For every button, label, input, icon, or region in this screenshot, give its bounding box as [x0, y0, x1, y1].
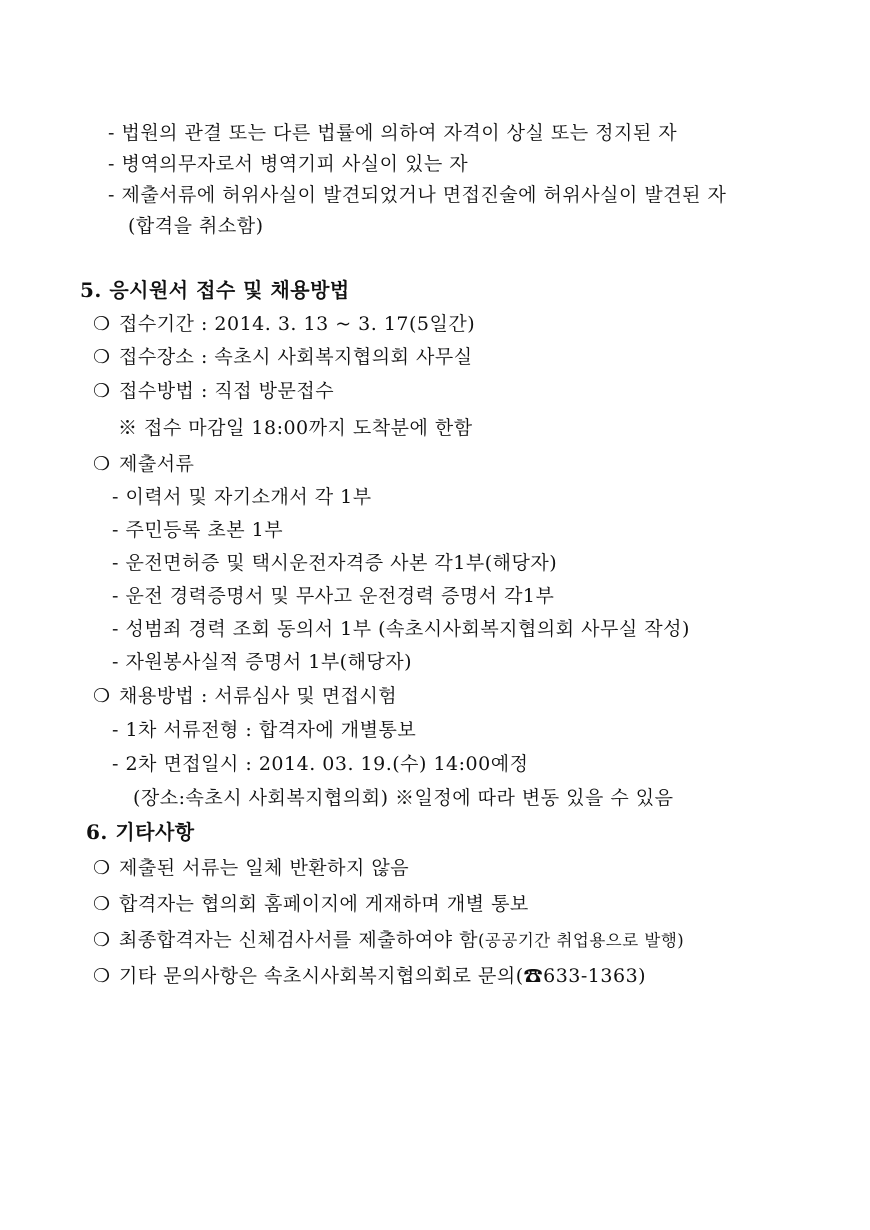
circle-bullet-icon: ❍	[93, 965, 111, 987]
circle-bullet-icon: ❍	[93, 893, 111, 915]
hire-step: - 2차 면접일시 : 2014. 03. 19.(수) 14:00예정	[112, 753, 529, 775]
doc-item: - 성범죄 경력 조회 동의서 1부 (속초시사회복지협의회 사무실 작성)	[112, 618, 690, 640]
hire-method-text: 채용방법 : 서류심사 및 면접시험	[119, 685, 398, 707]
contact-text: 기타 문의사항은 속초시사회복지협의회로 문의(☎633-1363)	[119, 965, 647, 987]
doc-item: - 운전면허증 및 택시운전자격증 사본 각1부(해당자)	[112, 552, 558, 574]
circle-bullet-icon: ❍	[93, 346, 111, 368]
docs-title: 제출서류	[119, 453, 195, 475]
disqualification-item: - 병역의무자로서 병역기피 사실이 있는 자	[108, 153, 469, 175]
section-6-heading: 6. 기타사항	[86, 820, 195, 844]
circle-bullet-icon: ❍	[93, 685, 111, 707]
doc-item: - 이력서 및 자기소개서 각 1부	[112, 486, 372, 508]
method-text: 접수방법 : 직접 방문접수	[119, 380, 335, 402]
list-item	[93, 961, 646, 991]
doc-item: - 운전 경력증명서 및 무사고 운전경력 증명서 각1부	[112, 585, 555, 607]
doc-item: - 주민등록 초본 1부	[112, 519, 284, 541]
etc-item-paren: (공공기간 취업용으로 발행)	[478, 931, 685, 950]
period-text: 접수기간 : 2014. 3. 13 ~ 3. 17(5일간)	[119, 313, 476, 335]
etc-item-text: 합격자는 협의회 홈페이지에 게재하며 개별 통보	[119, 893, 529, 915]
list-item	[93, 853, 409, 883]
circle-bullet-icon: ❍	[93, 929, 111, 951]
method-note: ※ 접수 마감일 18:00까지 도착분에 한함	[118, 417, 473, 439]
list-item	[93, 449, 194, 479]
circle-bullet-icon: ❍	[93, 380, 111, 402]
list-item	[93, 309, 475, 339]
hire-note: (장소:속초시 사회복지협의회) ※일정에 따라 변동 있을 수 있음	[133, 787, 674, 809]
list-item	[93, 681, 397, 711]
disqualification-item: - 제출서류에 허위사실이 발견되었거나 면접진술에 허위사실이 발견된 자	[108, 184, 727, 206]
circle-bullet-icon: ❍	[93, 313, 111, 335]
etc-item-text: 최종합격자는 신체검사서를 제출하여야 함	[119, 929, 478, 951]
list-item	[93, 925, 684, 956]
list-item	[93, 376, 334, 406]
section-5-heading: 5. 응시원서 접수 및 채용방법	[80, 278, 350, 302]
disqualification-note: (합격을 취소함)	[128, 215, 264, 237]
place-text: 접수장소 : 속초시 사회복지협의회 사무실	[119, 346, 473, 368]
disqualification-item: - 법원의 관결 또는 다른 법률에 의하여 자격이 상실 또는 정지된 자	[108, 122, 678, 144]
etc-item-text: 제출된 서류는 일체 반환하지 않음	[119, 857, 410, 879]
circle-bullet-icon: ❍	[93, 857, 111, 879]
hire-step: - 1차 서류전형 : 합격자에 개별통보	[112, 719, 417, 741]
doc-item: - 자원봉사실적 증명서 1부(해당자)	[112, 651, 413, 673]
circle-bullet-icon: ❍	[93, 453, 111, 475]
list-item	[93, 889, 529, 919]
list-item	[93, 342, 473, 372]
